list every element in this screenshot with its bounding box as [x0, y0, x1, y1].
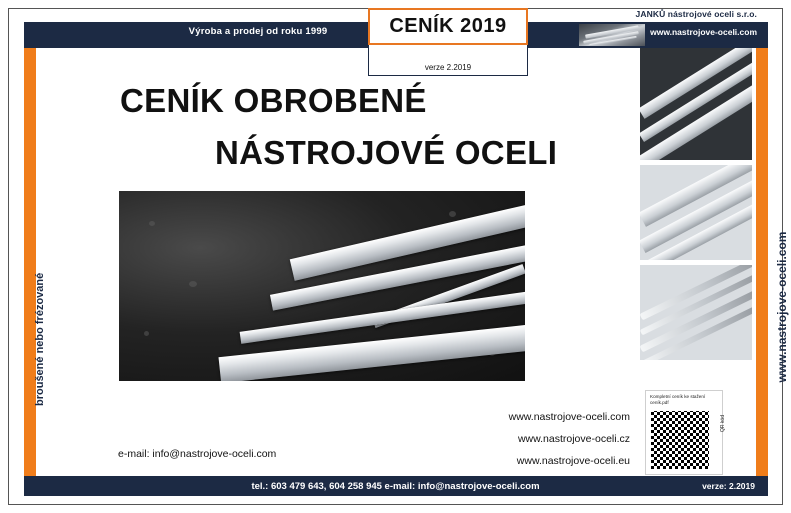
- header-website: www.nastrojove-oceli.com: [650, 27, 757, 37]
- website-link[interactable]: www.nastrojove-oceli.cz: [517, 433, 630, 445]
- pricelist-title-text: CENÍK 2019: [389, 15, 507, 37]
- qr-code-block[interactable]: [645, 390, 726, 475]
- qr-code-icon[interactable]: [651, 411, 709, 469]
- company-name: JANKŮ nástrojové oceli s.r.o.: [635, 9, 757, 19]
- left-side-text: broušené nebo frézované: [34, 272, 46, 406]
- website-link[interactable]: www.nastrojove-oceli.com: [508, 411, 630, 423]
- page-title-line-1: CENÍK OBROBENÉ: [120, 82, 427, 119]
- right-orange-rail: [756, 22, 768, 482]
- footer-version: verze: 2.2019: [702, 481, 755, 491]
- footer-contact: tel.: 603 479 643, 604 258 945 e-mail: info@nastrojove-oceli.com: [251, 481, 540, 492]
- main-steel-photo: [119, 191, 525, 381]
- website-link[interactable]: www.nastrojove-oceli.eu: [516, 455, 630, 467]
- email-contact[interactable]: e-mail: info@nastrojove-oceli.com: [118, 448, 277, 460]
- right-photo-flat-bars: [640, 48, 752, 160]
- website-links: [470, 406, 630, 472]
- pricelist-version-box: [368, 45, 528, 76]
- right-photo-plates: [640, 165, 752, 260]
- header-steel-photo: [579, 24, 645, 46]
- page-title-line-2: NÁSTROJOVÉ OCELI: [215, 134, 558, 171]
- pricelist-version-text: verze 2.2019: [424, 63, 472, 72]
- right-photo-round-bars: [640, 265, 752, 360]
- pricelist-title-box: [368, 8, 528, 45]
- right-side-text: www.nastrojove-oceli.com: [775, 231, 789, 383]
- qr-side-label: QR kód: [720, 415, 726, 432]
- qr-caption: Kompletní ceník ke stažení ceník.pdf: [650, 394, 706, 405]
- header-tagline: Výroba a prodej od roku 1999: [188, 26, 328, 37]
